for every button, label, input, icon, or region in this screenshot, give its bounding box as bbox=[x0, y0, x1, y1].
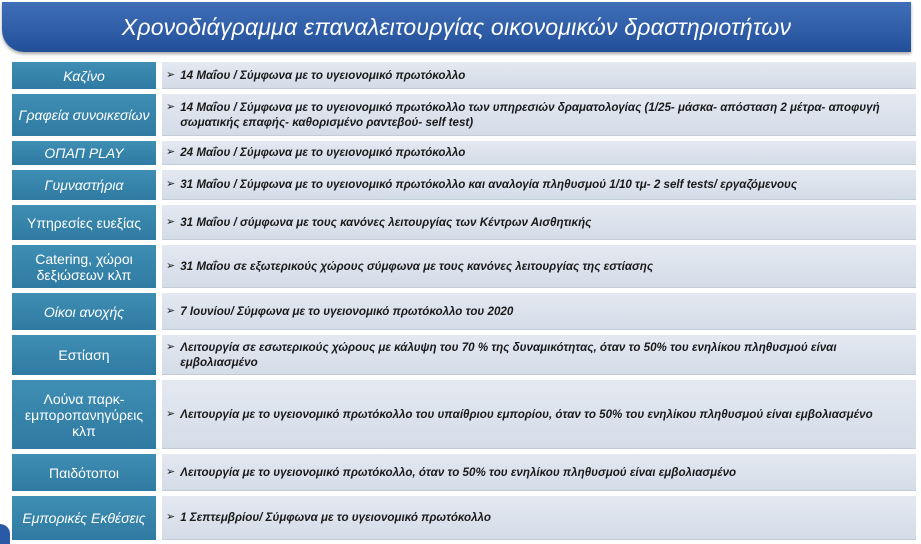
row-text: Λειτουργία με το υγειονομικό πρωτόκολλο, όταν το 50% του ενηλίκου πληθυσμού είναι εμβολιασμένο bbox=[180, 465, 737, 479]
row-text: Λειτουργία με το υγειονομικό πρωτόκολλο του υπαίθριου εμπορίου, όταν το 50% του ενηλίκου πληθυσμού είναι εμβολιασμένο bbox=[180, 407, 873, 421]
row-label: Εμπορικές Εκθέσεις bbox=[12, 496, 156, 540]
row-label: Catering, χώροι δεξιώσεων κλπ bbox=[12, 245, 156, 288]
row-text: 14 Μαΐου / Σύμφωνα με το υγειονομικό πρωτόκολλο των υπηρεσιών δραματολογίας (1/25- μάσκα- απόσταση 2 μέτρα- αποφυγή σωματικής επαφής- καθορισμένο ραντεβού- self test) bbox=[180, 100, 880, 129]
row-label: Υπηρεσίες ευεξίας bbox=[12, 205, 156, 240]
row-content bbox=[162, 380, 916, 449]
table-row bbox=[12, 335, 916, 375]
row-content bbox=[162, 454, 916, 491]
row-content bbox=[162, 205, 916, 240]
page-title: Χρονοδιάγραμμα επαναλειτουργίας οικονομικών δραστηριοτήτων bbox=[121, 13, 792, 40]
arrow-bullet-icon: ➢ bbox=[166, 215, 176, 228]
table-row bbox=[12, 245, 916, 288]
table-row bbox=[12, 205, 916, 240]
row-label: Παιδότοποι bbox=[12, 454, 156, 491]
row-text: 24 Μαΐου / Σύμφωνα με το υγειονομικό πρωτόκολλο bbox=[180, 146, 466, 159]
row-text: 14 Μαΐου / Σύμφωνα με το υγειονομικό πρωτόκολλο bbox=[180, 68, 466, 82]
table-row bbox=[12, 496, 916, 540]
row-text: 31 Μαΐου / Σύμφωνα με το υγειονομικό πρωτόκολλο και αναλογία πληθυσμού 1/10 τμ- 2 self tests/ εργαζόμενους bbox=[180, 178, 798, 191]
row-label: Λούνα παρκ- εμποροπανηγύρεις κλπ bbox=[12, 380, 156, 449]
row-label: ΟΠΑΠ PLAY bbox=[12, 141, 156, 165]
arrow-bullet-icon: ➢ bbox=[166, 465, 176, 478]
row-text: 31 Μαΐου / σύμφωνα με τους κανόνες λειτουργίας των Κέντρων Αισθητικής bbox=[180, 215, 592, 229]
corner-decoration bbox=[0, 524, 10, 544]
row-content bbox=[162, 62, 916, 89]
table-row bbox=[12, 141, 916, 165]
row-content bbox=[162, 170, 916, 200]
arrow-bullet-icon: ➢ bbox=[166, 340, 176, 353]
row-text: 1 Σεπτεμβρίου/ Σύμφωνα με το υγειονομικό πρωτόκολλο bbox=[180, 511, 491, 524]
row-content bbox=[162, 245, 916, 288]
table-row bbox=[12, 62, 916, 89]
row-content bbox=[162, 293, 916, 330]
row-label: Γραφεία συνοικεσίων bbox=[12, 94, 156, 136]
row-text: 7 Ιουνίου/ Σύμφωνα με το υγειονομικό πρωτόκολλο του 2020 bbox=[180, 304, 514, 318]
arrow-bullet-icon: ➢ bbox=[166, 178, 176, 190]
arrow-bullet-icon: ➢ bbox=[166, 259, 176, 272]
title-banner bbox=[2, 2, 911, 52]
row-text: 31 Μαΐου σε εξωτερικούς χώρους σύμφωνα με τους κανόνες λειτουργίας της εστίασης bbox=[180, 259, 653, 273]
row-label: Καζίνο bbox=[12, 62, 156, 89]
arrow-bullet-icon: ➢ bbox=[166, 511, 176, 523]
arrow-bullet-icon: ➢ bbox=[166, 304, 176, 317]
arrow-bullet-icon: ➢ bbox=[166, 146, 176, 158]
arrow-bullet-icon: ➢ bbox=[166, 100, 176, 113]
table-row bbox=[12, 454, 916, 491]
table-row bbox=[12, 380, 916, 449]
row-label: Εστίαση bbox=[12, 335, 156, 375]
row-label: Οίκοι ανοχής bbox=[12, 293, 156, 330]
arrow-bullet-icon: ➢ bbox=[166, 407, 176, 420]
table-row bbox=[12, 94, 916, 136]
row-text: Λειτουργία σε εσωτερικούς χώρους με κάλυψη του 70 % της δυναμικότητας, όταν το 50% του ενηλίκου πληθυσμού είναι εμβολιασμένο bbox=[180, 340, 837, 369]
row-content bbox=[162, 94, 916, 136]
arrow-bullet-icon: ➢ bbox=[166, 68, 176, 81]
table-row bbox=[12, 293, 916, 330]
row-content bbox=[162, 496, 916, 540]
row-content bbox=[162, 335, 916, 375]
table-row bbox=[12, 170, 916, 200]
row-content bbox=[162, 141, 916, 165]
row-label: Γυμναστήρια bbox=[12, 170, 156, 200]
